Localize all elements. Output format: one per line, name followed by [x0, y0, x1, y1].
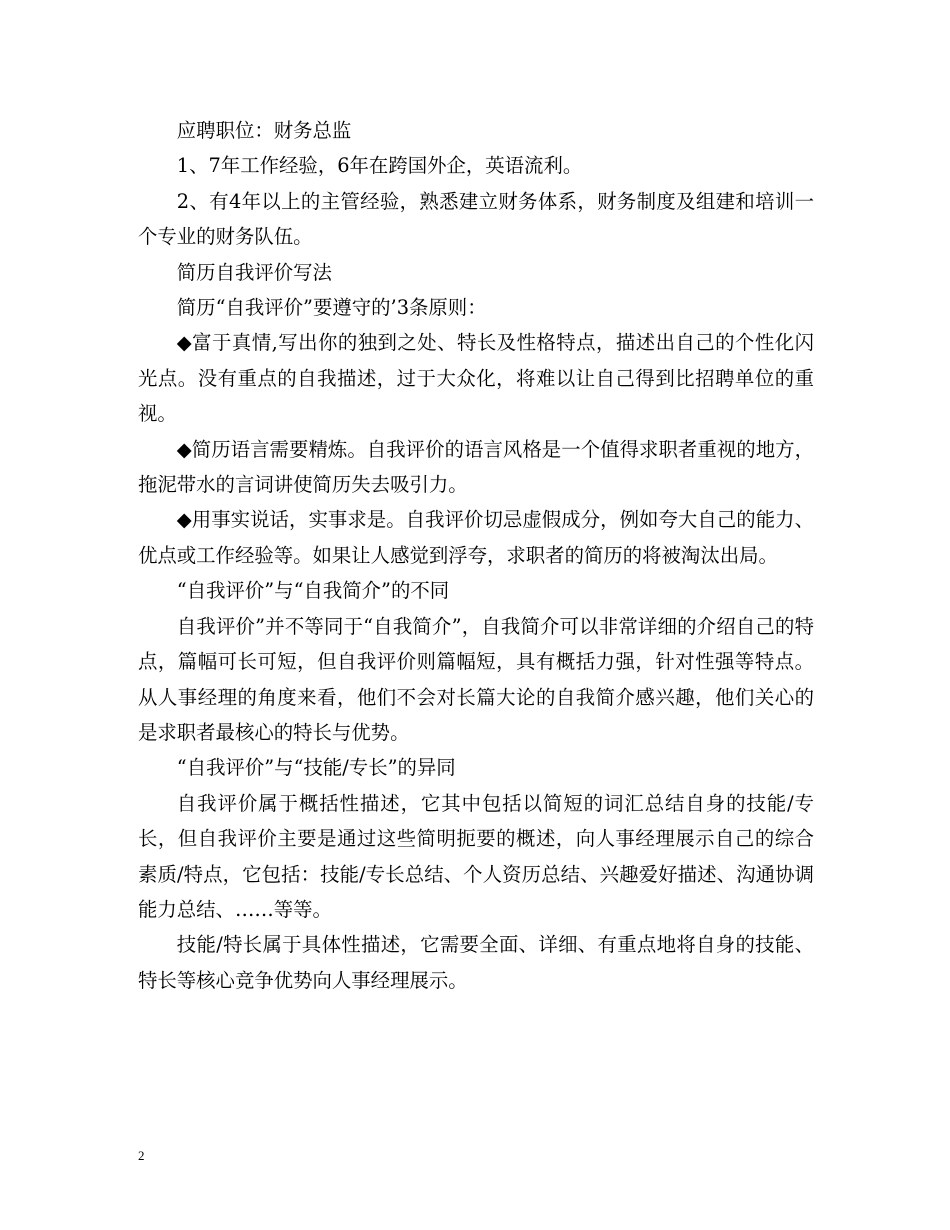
paragraph-principles-intro: 简历“自我评价”要遵守的’3条原则：	[176, 296, 487, 320]
section-heading-evaluation-vs-intro: “自我评价”与“自我简介”的不同	[176, 579, 450, 603]
paragraph-evaluation-vs-intro: 自我评价”并不等同于“自我简介”，自我简介可以非常详细的介绍自己的特点，篇幅可长可短，但自我评价则篇幅短，具有概括力强，针对性强等特点。从人事经理的角度来看，他们不会对长篇大论的自我简介感兴趣，他们关心的是求职者最核心的特长与优势。	[138, 614, 814, 744]
principle-item-2: ◆简历语言需要精炼。自我评价的语言风格是一个值得求职者重视的地方，拖泥带水的言词讲使简历失去吸引力。	[138, 437, 814, 497]
page-number: 2	[138, 1148, 145, 1163]
paragraph-experience-2: 2、有4年以上的主管经验，熟悉建立财务体系，财务制度及组建和培训一个专业的财务队伍。	[138, 189, 814, 249]
section-heading-evaluation-vs-skills: “自我评价”与“技能/专长”的异同	[176, 756, 456, 780]
principle-item-1: ◆富于真情,写出你的独到之处、特长及性格特点，描述出自己的个性化闪光点。没有重点的自我描述，过于大众化，将难以让自己得到比招聘单位的重视。	[138, 331, 814, 426]
document-body	[138, 113, 814, 998]
principle-item-3: ◆用事实说话，实事求是。自我评价切忌虚假成分，例如夸大自己的能力、优点或工作经验等。如果让人感觉到浮夸，求职者的简历的将被淘汰出局。	[138, 508, 814, 567]
paragraph-experience-1: 1、7年工作经验，6年在跨国外企，英语流利。	[176, 154, 583, 178]
paragraph-evaluation-vs-skills: 自我评价属于概括性描述，它其中包括以简短的词汇总结自身的技能/专长，但自我评价主要是通过这些简明扼要的概述，向人事经理展示自己的综合素质/特点，它包括：技能/专长总结、个人资历总结、兴趣爱好描述、沟通协调能力总结、……等等。	[138, 791, 814, 921]
paragraph-skills-description: 技能/特长属于具体性描述，它需要全面、详细、有重点地将自身的技能、特长等核心竞争优势向人事经理展示。	[138, 933, 814, 992]
section-heading-self-evaluation: 简历自我评价写法	[176, 260, 332, 284]
paragraph-position: 应聘职位：财务总监	[176, 119, 352, 142]
